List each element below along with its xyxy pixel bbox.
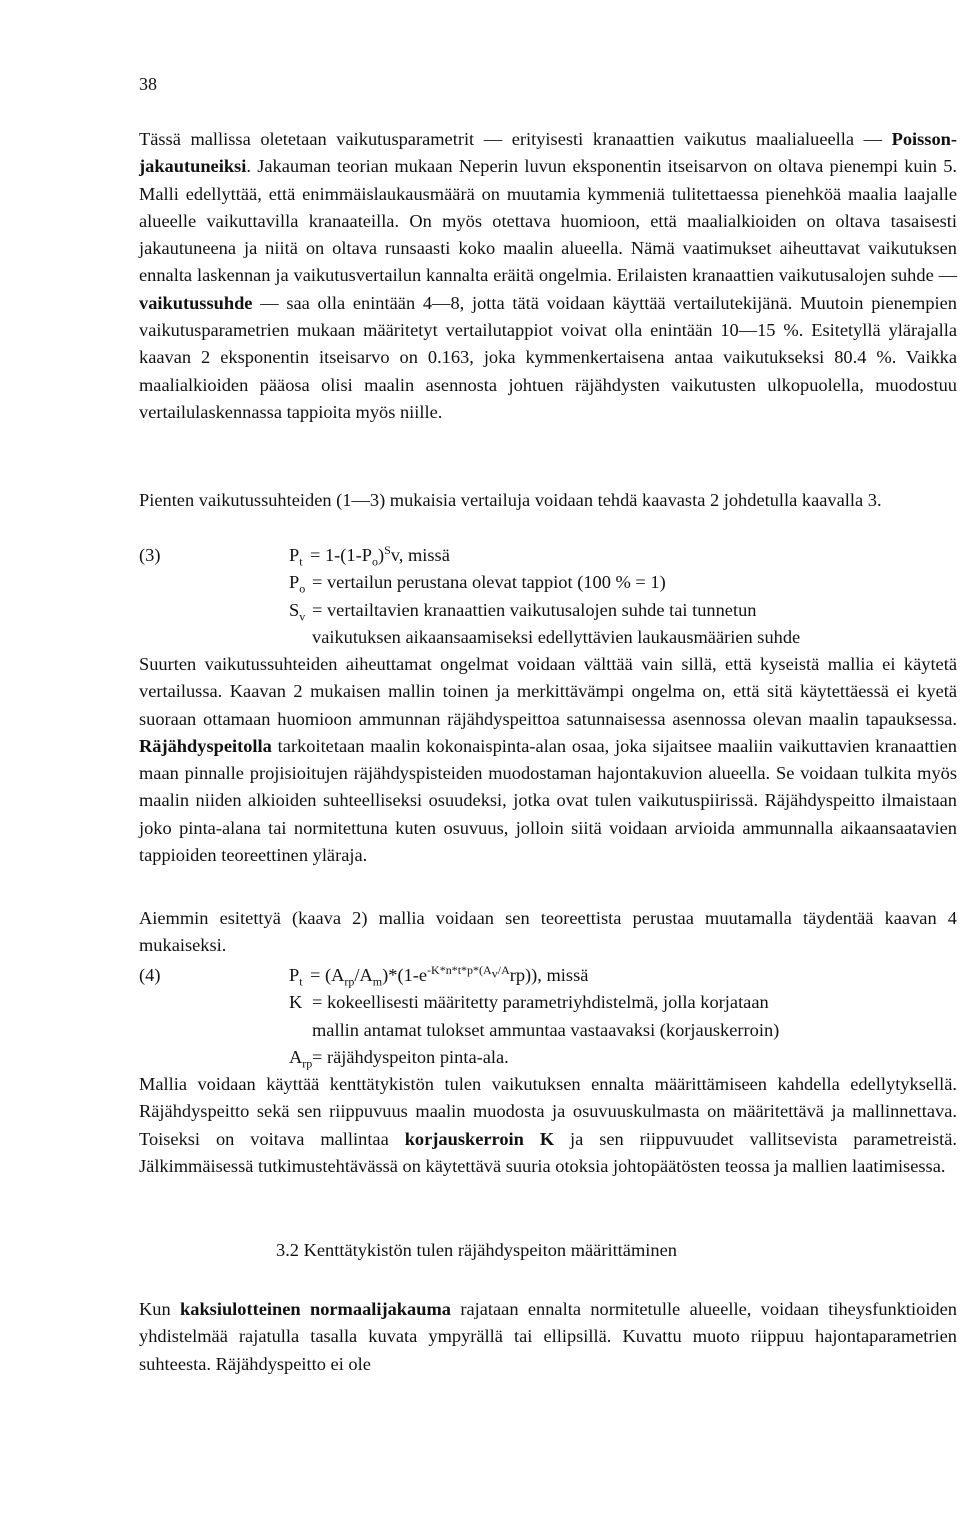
paragraph-5: Mallia voidaan käyttää kenttätykistön tulen vaikutuksen ennalta määrittämiseen kahdella edellytyksellä. Räjähdyspeitto sekä sen riippuvuus maalin muodosta ja osuvuuskulmasta on määritettävä ja mallinnettava. Toiseksi on voitava mallintaa korjauskerroin K ja sen riippuvuudet vallitsevista parametreistä. Jälkimmäisessä tutkimustehtävässä on käytettävä suuria otoksia johtopäätösten teossa ja mallien laatimisessa. (139, 1074, 958, 1176)
definition: = kokeellisesti määritetty parametriyhdistelmä, jolla korjataan (312, 992, 769, 1013)
definition: = vertailtavien kranaattien vaikutusalojen suhde tai tunnetun (312, 599, 757, 620)
equation-4: (4) $P_t$ = $(A_{rp}/A_m)*(1-e^{-K*n*t*p*(A_v/A}rp)$), missä K = kokeellisesti määritetty parametriyhdistelmä, jolla korjataan mallin antamat tulokset ammuntaa vastaavaksi (korjauskerroin) $A_{rp}$ = räjähdyspeiton pinta-ala. (139, 962, 959, 1071)
definition: = räjähdyspeiton pinta-ala. (312, 1046, 509, 1067)
paragraph-4: Aiemmin esitettyä (kaava 2) mallia voidaan sen teoreettista perustaa muutamalla täydentää kaavan 4 mukaiseksi. (139, 908, 957, 956)
paragraph-2: Pienten vaikutussuhteiden (1—3) mukaisia vertailuja voidaan tehdä kaavasta 2 johdetulla kaavalla 3. (139, 490, 882, 510)
definition-continued: vaikutuksen aikaansaamiseksi edellyttävien laukausmäärien suhde (312, 626, 801, 647)
equation-number: (3) (139, 545, 161, 565)
term-rajahdyspeitto: Räjähdyspeitolla (139, 735, 272, 756)
term-normaalijakauma: kaksiulotteinen normaalijakauma (180, 1299, 451, 1319)
section-heading: 3.2 Kenttätykistön tulen räjähdyspeiton määrittäminen (276, 1240, 677, 1260)
page-number: 38 (139, 74, 157, 94)
term-vaikutussuhde: vaikutussuhde (139, 292, 253, 313)
paragraph-1: Tässä mallissa oletetaan vaikutusparametrit — erityisesti kranaattien vaikutus maalialueella — Poisson-jakautuneiksi. Jakauman teorian mukaan Neperin luvun eksponentin itseisarvon on oltava pienempi kuin 5. Malli edellyttää, että enimmäislaukausmäärä on muutamia kymmeniä tulitettaessa pienehköä maalia laajalle alueelle vaikuttavilla kranaateilla. On myös otettava huomioon, että maalialkioiden on oltava tasaisesti jakautuneena ja niitä on oltava runsaasti koko maalin alueella. Nämä vaatimukset aiheuttavat vaikutuksen ennalta laskennan ja vaikutusvertailun kannalta eräitä ongelmia. Erilaisten kranaattien vaikutusalojen suhde — vaikutussuhde — saa olla enintään 4—8, jotta tätä voidaan käyttää vertailutekijänä. Muutoin pienempien vaikutusparametrien mukaan määritetyt vertailutappiot voivat olla enintään 10—15 %. Esitetyllä ylärajalla kaavan 2 eksponentin itseisarvo on 0.163, joka kymmenkertaisena antaa vaikutukseksi 80.4 %. Vaikka maalialkioiden pääosa olisi maalin asennosta johtuen räjähdysten vaikutusten ulkopuolella, muodostuu vertailulaskennassa tappioita myös niille. (139, 129, 957, 422)
definition: = vertailun perustana olevat tappiot (100 % = 1) (312, 572, 666, 593)
definition-continued: mallin antamat tulokset ammuntaa vastaavaksi (korjauskerroin) (312, 1019, 780, 1040)
paragraph-3: Suurten vaikutussuhteiden aiheuttamat ongelmat voidaan välttää vain sillä, että kyseistä mallia ei käytetä vertailussa. Kaavan 2 mukaisen mallin toinen ja merkittävämpi ongelma on, että sitä käytettäessä ei kyetä suoraan ottamaan huomioon ammunnan räjähdyspeittoa satunnaisessa asennossa olevan maalin tapauksessa. Räjähdyspeitolla tarkoitetaan maalin kokonaispinta-alan osaa, joka sijaitsee maaliin vaikuttavien kranaattien maan pinnalle projisioitujen räjähdyspisteiden muodostaman hajontakuvion alueella. Se voidaan tulkita myös maalin niiden alkioiden suhteelliseksi osuudeksi, jotka ovat tulen vaikutuspiirissä. Räjähdyspeitto ilmaistaan joko pinta-alana tai normitettuna kuten osuvuus, jolloin siitä voidaan arvioida ammunnalla aikaansaatavien tappioiden teoreettinen yläraja. (139, 654, 957, 866)
paragraph-6: Kun kaksiulotteinen normaalijakauma rajataan ennalta normitetulle alueelle, voidaan tiheysfunktioiden yhdistelmää rajatulla tasalla kuvata ympyrällä tai ellipsillä. Kuvattu muoto riippuu hajontaparametrien suhteesta. Räjähdyspeitto ei ole (139, 1299, 957, 1374)
term-poisson: Poisson-jakautuneiksi (139, 129, 957, 177)
equation-number: (4) (139, 965, 161, 985)
equation-3: (3) $P_t$ = $1-(1-P_o)^Sv$, missä $P_o$ = vertailun perustana olevat tappiot (100 % = 1) $S_v$ = vertailtavien kranaattien vaikutusalojen suhde tai tunnetun vaikutuksen aikaansaamiseksi edellyttävien laukausmäärien suhde (139, 542, 959, 651)
term-korjauskerroin: korjauskerroin K (404, 1128, 555, 1149)
